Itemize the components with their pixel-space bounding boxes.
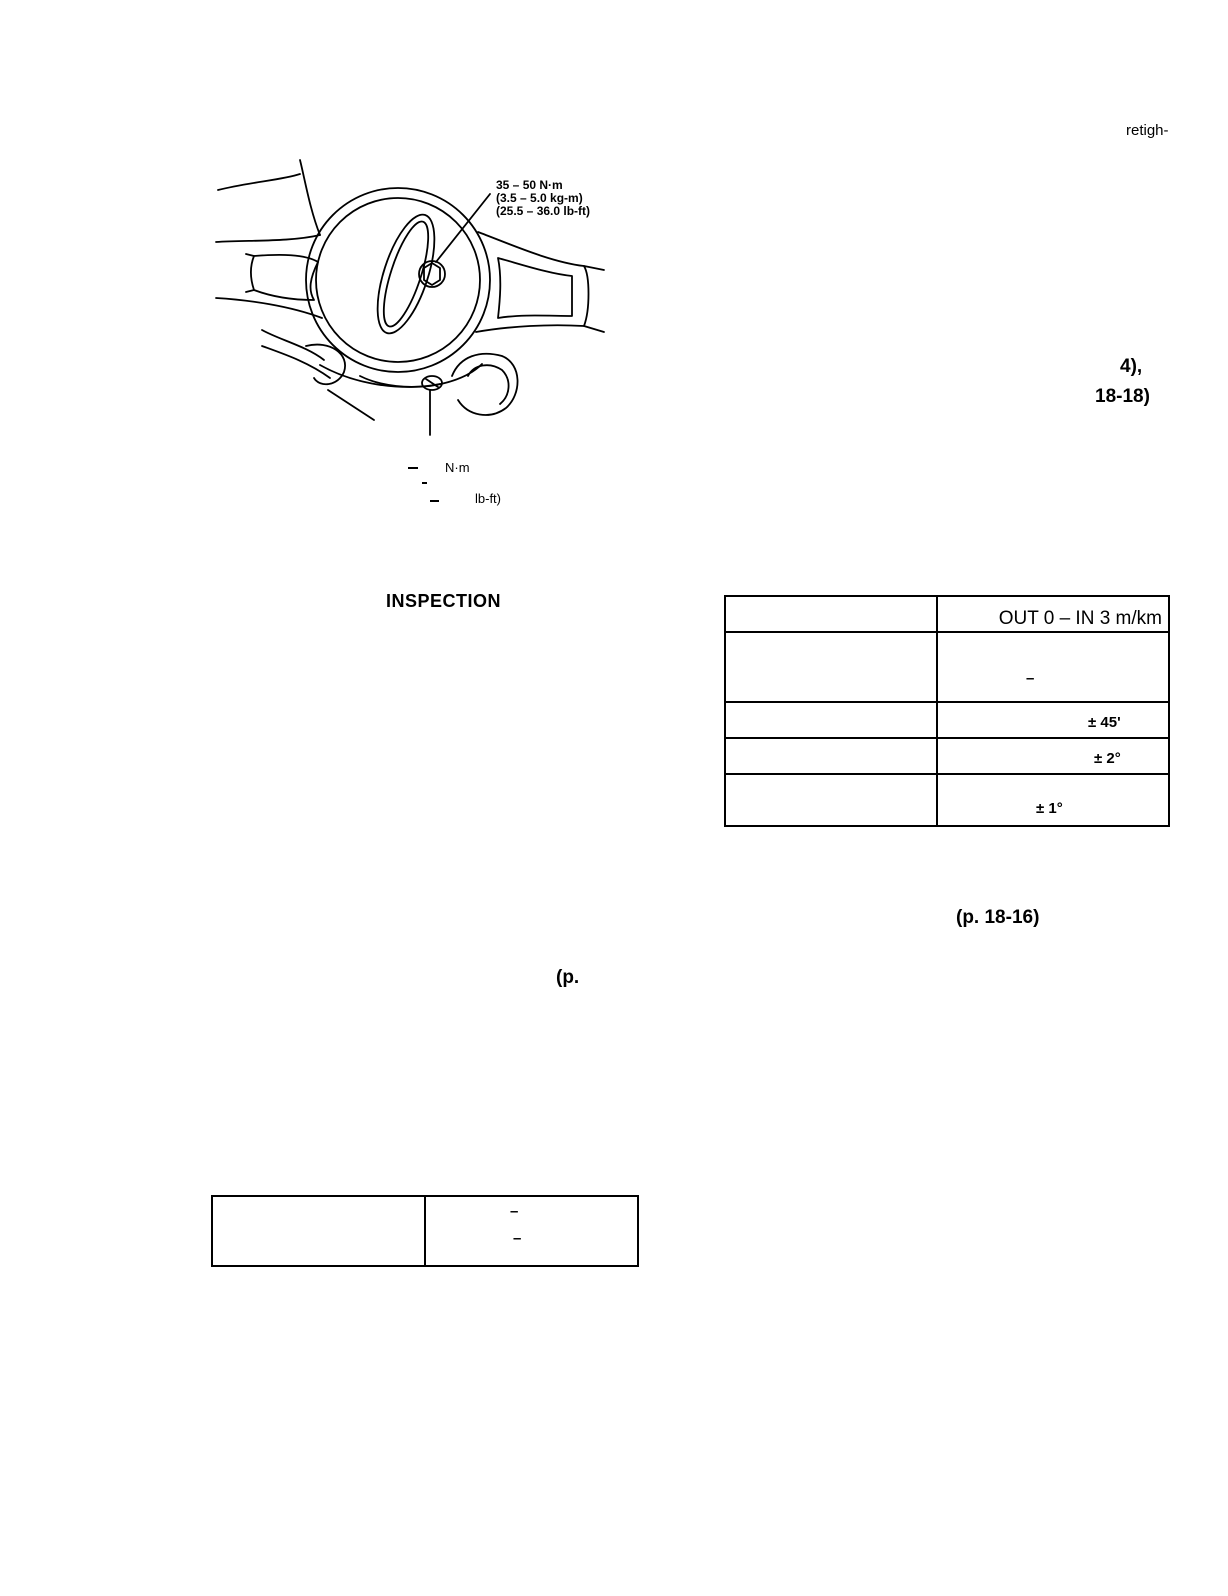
torque-label-fill-plug: [496, 179, 590, 218]
dash-mark: [422, 482, 427, 484]
table-cell-value: ± 45': [937, 702, 1169, 738]
wheel-alignment-table: [724, 595, 1170, 827]
text-fragment-ref-2: 18-18): [1095, 386, 1150, 407]
dash-mark: [408, 467, 418, 469]
table-cell-label: [725, 632, 937, 702]
page-reference-left: (p.: [556, 967, 580, 988]
table-row: [725, 774, 1169, 826]
table-row: [212, 1196, 638, 1266]
table-row: [725, 596, 1169, 632]
dash-mark: [430, 500, 439, 502]
table-row: [725, 702, 1169, 738]
section-heading-inspection: INSPECTION: [386, 591, 502, 611]
bottom-spec-table: [211, 1195, 639, 1267]
text-fragment-ref-1: 4),: [1120, 356, 1143, 377]
table-cell-value: ± 1°: [937, 774, 1169, 826]
torque-kgm: (3.5 – 5.0 kg-m): [496, 191, 583, 205]
page-reference-right: (p. 18-16): [956, 907, 1040, 928]
table-cell-value: – –: [425, 1196, 638, 1266]
table-cell-label: [725, 774, 937, 826]
torque-unit-lbft: lb-ft): [475, 491, 501, 506]
table-cell-label: [212, 1196, 425, 1266]
table-cell-label: [725, 702, 937, 738]
table-row: [725, 738, 1169, 774]
table-cell-toe: OUT 0 – IN 3 m/km: [937, 596, 1169, 632]
text-fragment-retighten: retigh-: [1126, 122, 1169, 139]
torque-lbft: (25.5 – 36.0 lb-ft): [496, 204, 591, 218]
table-cell-label: [725, 596, 937, 632]
table-row: [725, 632, 1169, 702]
torque-unit-nm: N·m: [445, 460, 470, 475]
torque-nm: 35 – 50 N·m: [496, 178, 563, 192]
table-cell-value: –: [937, 632, 1169, 702]
table-cell-label: [725, 738, 937, 774]
table-cell-value: ± 2°: [937, 738, 1169, 774]
